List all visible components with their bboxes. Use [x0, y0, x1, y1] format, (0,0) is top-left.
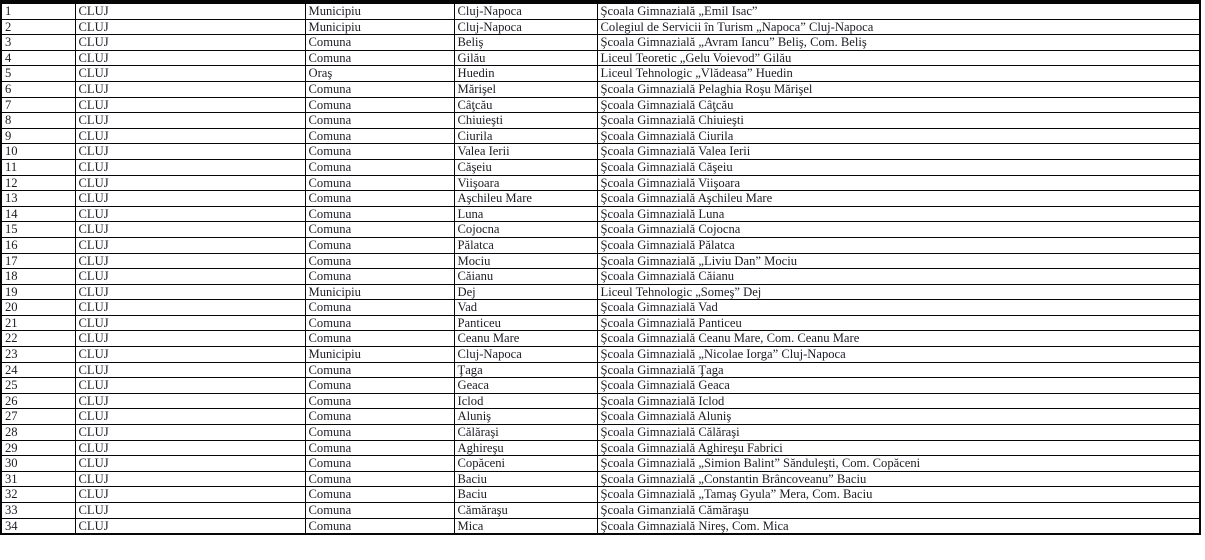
school-name-cell: Şcoala Gimnazială Valea Ierii	[597, 144, 1200, 160]
table-row	[1, 113, 1200, 129]
county-cell: CLUJ	[75, 2, 305, 19]
locality-cell: Cluj-Napoca	[454, 19, 597, 35]
table-row	[1, 159, 1200, 175]
row-number-cell: 15	[1, 222, 75, 238]
locality-type-cell: Comuna	[305, 144, 454, 160]
county-cell: CLUJ	[75, 81, 305, 97]
school-name-cell: Şcoala Gimnazială „Simion Balint” Sănduleşti, Com. Copăceni	[597, 456, 1200, 472]
school-name-cell: Şcoala Gimnazială Luna	[597, 206, 1200, 222]
school-name-cell: Şcoala Gimnazială Cojocna	[597, 222, 1200, 238]
row-number-cell: 16	[1, 237, 75, 253]
row-number-cell: 19	[1, 284, 75, 300]
county-cell: CLUJ	[75, 19, 305, 35]
county-cell: CLUJ	[75, 191, 305, 207]
county-cell: CLUJ	[75, 269, 305, 285]
locality-cell: Mociu	[454, 253, 597, 269]
locality-type-cell: Comuna	[305, 331, 454, 347]
row-number-cell: 28	[1, 425, 75, 441]
table-row	[1, 66, 1200, 82]
school-name-cell: Şcoala Gimnazială Viişoara	[597, 175, 1200, 191]
school-name-cell: Şcoala Gimnazială Panticeu	[597, 315, 1200, 331]
school-name-cell: Şcoala Gimnazială Aluniş	[597, 409, 1200, 425]
school-name-cell: Şcoala Gimnazială „Liviu Dan” Mociu	[597, 253, 1200, 269]
row-number-cell: 8	[1, 113, 75, 129]
table-row	[1, 269, 1200, 285]
locality-cell: Viişoara	[454, 175, 597, 191]
row-number-cell: 18	[1, 269, 75, 285]
table-row	[1, 50, 1200, 66]
table-row	[1, 144, 1200, 160]
table-row	[1, 393, 1200, 409]
locality-cell: Mărişel	[454, 81, 597, 97]
locality-cell: Copăceni	[454, 456, 597, 472]
row-number-cell: 9	[1, 128, 75, 144]
table-row	[1, 425, 1200, 441]
locality-type-cell: Municipiu	[305, 284, 454, 300]
locality-cell: Luna	[454, 206, 597, 222]
locality-type-cell: Comuna	[305, 440, 454, 456]
row-number-cell: 21	[1, 315, 75, 331]
row-number-cell: 12	[1, 175, 75, 191]
locality-type-cell: Comuna	[305, 175, 454, 191]
school-name-cell: Şcoala Gimnazială Pălatca	[597, 237, 1200, 253]
county-cell: CLUJ	[75, 471, 305, 487]
row-number-cell: 31	[1, 471, 75, 487]
row-number-cell: 30	[1, 456, 75, 472]
county-cell: CLUJ	[75, 518, 305, 534]
locality-type-cell: Comuna	[305, 159, 454, 175]
table-row	[1, 35, 1200, 51]
county-cell: CLUJ	[75, 66, 305, 82]
locality-type-cell: Municipiu	[305, 347, 454, 363]
locality-type-cell: Oraş	[305, 66, 454, 82]
locality-type-cell: Comuna	[305, 471, 454, 487]
county-cell: CLUJ	[75, 362, 305, 378]
table-row	[1, 19, 1200, 35]
school-name-cell: Şcoala Gimnazială Ciurila	[597, 128, 1200, 144]
locality-cell: Căşeiu	[454, 159, 597, 175]
locality-cell: Ceanu Mare	[454, 331, 597, 347]
school-name-cell: Şcoala Gimnazială Pelaghia Roşu Mărişel	[597, 81, 1200, 97]
school-name-cell: Şcoala Gimnazială Câţcău	[597, 97, 1200, 113]
table-row	[1, 97, 1200, 113]
locality-cell: Căianu	[454, 269, 597, 285]
county-cell: CLUJ	[75, 409, 305, 425]
county-cell: CLUJ	[75, 35, 305, 51]
table-row	[1, 81, 1200, 97]
table-row	[1, 284, 1200, 300]
county-cell: CLUJ	[75, 144, 305, 160]
locality-cell: Vad	[454, 300, 597, 316]
row-number-cell: 22	[1, 331, 75, 347]
table-row	[1, 362, 1200, 378]
table-row	[1, 191, 1200, 207]
row-number-cell: 20	[1, 300, 75, 316]
table-row	[1, 440, 1200, 456]
row-number-cell: 33	[1, 503, 75, 519]
school-name-cell: Şcoala Gimnazială Căşeiu	[597, 159, 1200, 175]
row-number-cell: 26	[1, 393, 75, 409]
row-number-cell: 25	[1, 378, 75, 394]
school-name-cell: Şcoala Gimnazială Căianu	[597, 269, 1200, 285]
locality-type-cell: Comuna	[305, 300, 454, 316]
school-name-cell: Şcoala Gimnazială Vad	[597, 300, 1200, 316]
row-number-cell: 4	[1, 50, 75, 66]
locality-type-cell: Comuna	[305, 97, 454, 113]
school-name-cell: Şcoala Gimnazială Ceanu Mare, Com. Ceanu Mare	[597, 331, 1200, 347]
table-row	[1, 331, 1200, 347]
locality-type-cell: Comuna	[305, 378, 454, 394]
locality-type-cell: Comuna	[305, 206, 454, 222]
school-name-cell: Liceul Tehnologic „Vlădeasa” Huedin	[597, 66, 1200, 82]
county-cell: CLUJ	[75, 253, 305, 269]
table-row	[1, 300, 1200, 316]
table-row	[1, 518, 1200, 534]
table-body	[1, 2, 1200, 534]
locality-cell: Cluj-Napoca	[454, 2, 597, 19]
locality-cell: Gilău	[454, 50, 597, 66]
locality-type-cell: Municipiu	[305, 19, 454, 35]
table-row	[1, 347, 1200, 363]
row-number-cell: 17	[1, 253, 75, 269]
county-cell: CLUJ	[75, 315, 305, 331]
locality-type-cell: Municipiu	[305, 2, 454, 19]
county-cell: CLUJ	[75, 113, 305, 129]
locality-type-cell: Comuna	[305, 315, 454, 331]
locality-cell: Călăraşi	[454, 425, 597, 441]
school-name-cell: Şcoala Gimnazială „Constantin Brâncoveanu” Baciu	[597, 471, 1200, 487]
row-number-cell: 2	[1, 19, 75, 35]
locality-type-cell: Comuna	[305, 128, 454, 144]
locality-cell: Ţaga	[454, 362, 597, 378]
table-row	[1, 206, 1200, 222]
locality-cell: Aluniş	[454, 409, 597, 425]
county-cell: CLUJ	[75, 393, 305, 409]
locality-type-cell: Comuna	[305, 393, 454, 409]
locality-type-cell: Comuna	[305, 487, 454, 503]
county-cell: CLUJ	[75, 237, 305, 253]
county-cell: CLUJ	[75, 206, 305, 222]
county-cell: CLUJ	[75, 487, 305, 503]
county-cell: CLUJ	[75, 159, 305, 175]
locality-cell: Panticeu	[454, 315, 597, 331]
row-number-cell: 3	[1, 35, 75, 51]
locality-cell: Pălatca	[454, 237, 597, 253]
table-row	[1, 378, 1200, 394]
county-cell: CLUJ	[75, 347, 305, 363]
locality-type-cell: Comuna	[305, 362, 454, 378]
locality-cell: Valea Ierii	[454, 144, 597, 160]
locality-cell: Iclod	[454, 393, 597, 409]
row-number-cell: 11	[1, 159, 75, 175]
county-cell: CLUJ	[75, 128, 305, 144]
locality-cell: Dej	[454, 284, 597, 300]
locality-cell: Cămăraşu	[454, 503, 597, 519]
school-name-cell: Liceul Tehnologic „Someş” Dej	[597, 284, 1200, 300]
row-number-cell: 14	[1, 206, 75, 222]
locality-type-cell: Comuna	[305, 113, 454, 129]
school-name-cell: Şcoala Gimnazială „Tamaş Gyula” Mera, Com. Baciu	[597, 487, 1200, 503]
table-row	[1, 456, 1200, 472]
row-number-cell: 27	[1, 409, 75, 425]
locality-cell: Cluj-Napoca	[454, 347, 597, 363]
locality-cell: Geaca	[454, 378, 597, 394]
locality-type-cell: Comuna	[305, 425, 454, 441]
table-row	[1, 503, 1200, 519]
county-cell: CLUJ	[75, 50, 305, 66]
table-row	[1, 253, 1200, 269]
school-name-cell: Şcoala Gimnazială Chiuieşti	[597, 113, 1200, 129]
school-name-cell: Şcoala Gimnazială Geaca	[597, 378, 1200, 394]
locality-type-cell: Comuna	[305, 253, 454, 269]
table-row	[1, 315, 1200, 331]
row-number-cell: 23	[1, 347, 75, 363]
table-row	[1, 222, 1200, 238]
row-number-cell: 29	[1, 440, 75, 456]
locality-type-cell: Comuna	[305, 409, 454, 425]
locality-cell: Ciurila	[454, 128, 597, 144]
row-number-cell: 1	[1, 2, 75, 19]
row-number-cell: 6	[1, 81, 75, 97]
county-cell: CLUJ	[75, 331, 305, 347]
locality-type-cell: Comuna	[305, 518, 454, 534]
locality-type-cell: Comuna	[305, 81, 454, 97]
county-cell: CLUJ	[75, 222, 305, 238]
school-name-cell: Şcoala Gimnazială Iclod	[597, 393, 1200, 409]
table-row	[1, 487, 1200, 503]
county-cell: CLUJ	[75, 456, 305, 472]
table-row	[1, 409, 1200, 425]
school-name-cell: Şcoala Gimnazială „Nicolae Iorga” Cluj-Napoca	[597, 347, 1200, 363]
table-row	[1, 2, 1200, 19]
school-name-cell: Şcoala Gimnazială Nireş, Com. Mica	[597, 518, 1200, 534]
table-row	[1, 175, 1200, 191]
locality-cell: Baciu	[454, 471, 597, 487]
school-name-cell: Şcoala Gimnazială „Emil Isac”	[597, 2, 1200, 19]
locality-type-cell: Comuna	[305, 35, 454, 51]
table-row	[1, 471, 1200, 487]
locality-cell: Baciu	[454, 487, 597, 503]
locality-type-cell: Comuna	[305, 237, 454, 253]
locality-cell: Huedin	[454, 66, 597, 82]
row-number-cell: 24	[1, 362, 75, 378]
locality-type-cell: Comuna	[305, 191, 454, 207]
row-number-cell: 13	[1, 191, 75, 207]
county-cell: CLUJ	[75, 503, 305, 519]
locality-type-cell: Comuna	[305, 456, 454, 472]
locality-type-cell: Comuna	[305, 269, 454, 285]
locality-cell: Aşchileu Mare	[454, 191, 597, 207]
table-row	[1, 237, 1200, 253]
locality-cell: Chiuieşti	[454, 113, 597, 129]
locality-type-cell: Comuna	[305, 222, 454, 238]
school-name-cell: Colegiul de Servicii în Turism „Napoca” Cluj-Napoca	[597, 19, 1200, 35]
county-cell: CLUJ	[75, 284, 305, 300]
school-name-cell: Şcoala Gimnazială „Avram Iancu” Beliş, Com. Beliş	[597, 35, 1200, 51]
row-number-cell: 10	[1, 144, 75, 160]
county-cell: CLUJ	[75, 440, 305, 456]
locality-cell: Aghireşu	[454, 440, 597, 456]
locality-type-cell: Comuna	[305, 503, 454, 519]
school-name-cell: Şcoala Gimnazială Ţaga	[597, 362, 1200, 378]
school-name-cell: Liceul Teoretic „Gelu Voievod” Gilău	[597, 50, 1200, 66]
county-cell: CLUJ	[75, 300, 305, 316]
school-name-cell: Şcoala Gimnazială Aghireşu Fabrici	[597, 440, 1200, 456]
school-name-cell: Şcoala Gimanzială Cămăraşu	[597, 503, 1200, 519]
school-name-cell: Şcoala Gimnazială Aşchileu Mare	[597, 191, 1200, 207]
row-number-cell: 7	[1, 97, 75, 113]
county-cell: CLUJ	[75, 97, 305, 113]
county-cell: CLUJ	[75, 425, 305, 441]
locality-cell: Câţcău	[454, 97, 597, 113]
row-number-cell: 34	[1, 518, 75, 534]
county-cell: CLUJ	[75, 175, 305, 191]
locality-cell: Cojocna	[454, 222, 597, 238]
school-name-cell: Şcoala Gimnazială Călăraşi	[597, 425, 1200, 441]
row-number-cell: 32	[1, 487, 75, 503]
locality-cell: Mica	[454, 518, 597, 534]
locality-cell: Beliş	[454, 35, 597, 51]
locality-type-cell: Comuna	[305, 50, 454, 66]
table-row	[1, 128, 1200, 144]
county-cell: CLUJ	[75, 378, 305, 394]
row-number-cell: 5	[1, 66, 75, 82]
